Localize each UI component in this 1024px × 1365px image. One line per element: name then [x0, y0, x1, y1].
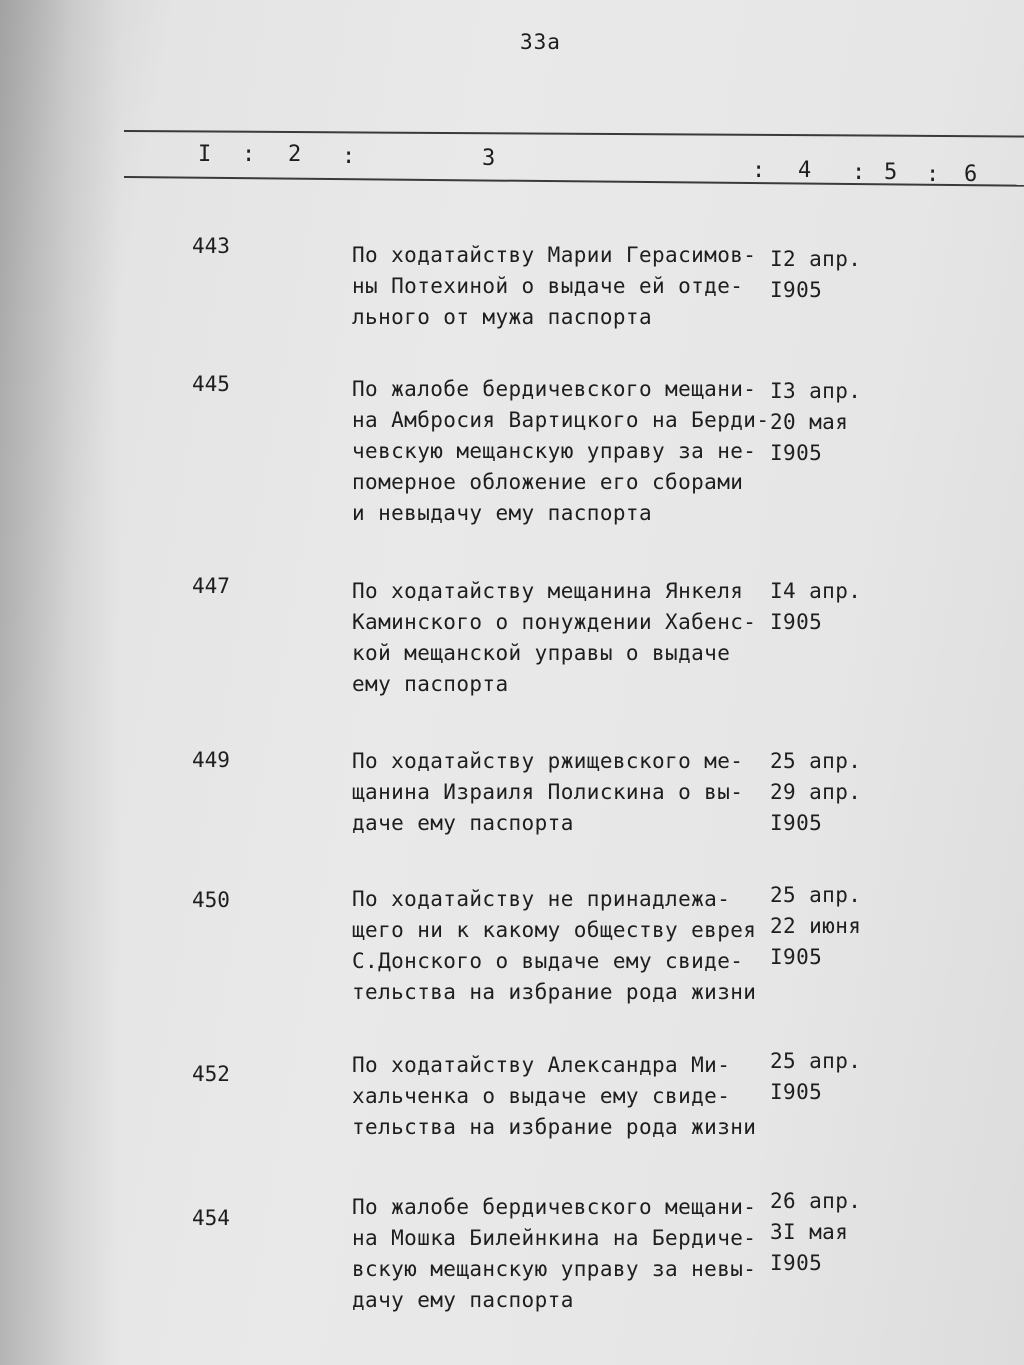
column-heading-1: I	[198, 142, 212, 167]
entry-description	[352, 1050, 762, 1143]
column-heading-4: 4	[798, 158, 812, 183]
entry-dates	[770, 576, 861, 638]
entry-line: По ходатайству ржищевского ме-	[352, 749, 744, 773]
entry-date: 3I мая	[770, 1220, 849, 1244]
entry-number: 445	[192, 372, 230, 396]
entry-line: щанина Израиля Полискина о вы-	[352, 780, 744, 804]
entry-dates	[770, 1186, 861, 1279]
entry-line: По ходатайству Александра Ми-	[352, 1053, 731, 1077]
entry-dates	[770, 880, 861, 973]
entry-line: померное обложение его сборами	[352, 470, 744, 494]
entry-date: I3 апр.	[770, 379, 862, 403]
column-heading-5: 5	[884, 160, 898, 185]
entry-line: дачу ему паспорта	[352, 1288, 574, 1312]
entry-line: даче ему паспорта	[352, 811, 574, 835]
entry-date: I905	[770, 811, 823, 835]
entry-line: ны Потехиной о выдаче ей отде-	[352, 274, 744, 298]
entry-line: По ходатайству Марии Герасимов-	[352, 243, 757, 267]
entry-number: 450	[192, 888, 230, 912]
entry-date: 26 апр.	[770, 1189, 862, 1213]
entry-dates	[770, 244, 861, 306]
entry-date: I905	[770, 278, 823, 302]
column-heading-3: 3	[482, 146, 496, 171]
entry-line: на Мошка Билейнкина на Бердиче-	[352, 1226, 757, 1250]
entry-line: и невыдачу ему паспорта	[352, 501, 652, 525]
entry-number: 443	[192, 234, 230, 258]
entry-number: 449	[192, 748, 230, 772]
entry-line: По жалобе бердичевского мещани-	[352, 1195, 757, 1219]
column-separator: :	[852, 160, 866, 185]
entry-line: Каминского о понуждении Хабенс-	[352, 610, 757, 634]
entry-line: тельства на избрание рода жизни	[352, 980, 757, 1004]
entry-date: I4 апр.	[770, 579, 862, 603]
entry-description	[352, 576, 762, 700]
entry-date: 25 апр.	[770, 749, 862, 773]
entry-description	[352, 1192, 762, 1316]
column-heading-2: 2	[288, 142, 302, 167]
entry-date: I905	[770, 1080, 823, 1104]
entry-number: 452	[192, 1062, 230, 1086]
column-heading-6: 6	[964, 162, 978, 187]
entry-date: 25 апр.	[770, 1049, 862, 1073]
entry-number: 454	[192, 1206, 230, 1230]
column-separator: :	[752, 158, 766, 183]
entry-description	[352, 746, 762, 839]
entry-dates	[770, 746, 861, 839]
column-separator: :	[242, 142, 256, 167]
entry-date: I905	[770, 610, 823, 634]
entry-date: I905	[770, 945, 823, 969]
entry-date: I905	[770, 441, 823, 465]
entry-description	[352, 240, 762, 333]
entry-dates	[770, 1046, 861, 1108]
page-binding-shadow	[0, 0, 120, 1365]
column-separator: :	[342, 144, 356, 169]
entry-line: на Амбросия Вартицкого на Берди-	[352, 408, 770, 432]
header-rule-top	[124, 130, 1024, 137]
entry-dates	[770, 376, 861, 469]
entry-line: ему паспорта	[352, 672, 509, 696]
entry-line: чевскую мещанскую управу за не-	[352, 439, 757, 463]
entry-line: льного от мужа паспорта	[352, 305, 652, 329]
entry-line: кой мещанской управы о выдаче	[352, 641, 731, 665]
entry-line: щего ни к какому обществу еврея	[352, 918, 757, 942]
entry-date: I905	[770, 1251, 823, 1275]
entry-line: тельства на избрание рода жизни	[352, 1115, 757, 1139]
entry-description	[352, 884, 762, 1008]
entry-date: 22 июня	[770, 914, 862, 938]
entry-line: вскую мещанскую управу за невы-	[352, 1257, 757, 1281]
entry-date: 29 апр.	[770, 780, 862, 804]
entry-date: 25 апр.	[770, 883, 862, 907]
entry-date: 20 мая	[770, 410, 849, 434]
column-separator: :	[926, 162, 940, 187]
entry-description	[352, 374, 770, 529]
entry-line: По ходатайству мещанина Янкеля	[352, 579, 744, 603]
page-number: 33а	[520, 30, 561, 54]
entry-line: хальченка о выдаче ему свиде-	[352, 1084, 731, 1108]
entry-number: 447	[192, 574, 230, 598]
entry-line: По ходатайству не принадлежа-	[352, 887, 731, 911]
entry-line: С.Донского о выдаче ему свиде-	[352, 949, 744, 973]
entry-date: I2 апр.	[770, 247, 862, 271]
entry-line: По жалобе бердичевского мещани-	[352, 377, 757, 401]
